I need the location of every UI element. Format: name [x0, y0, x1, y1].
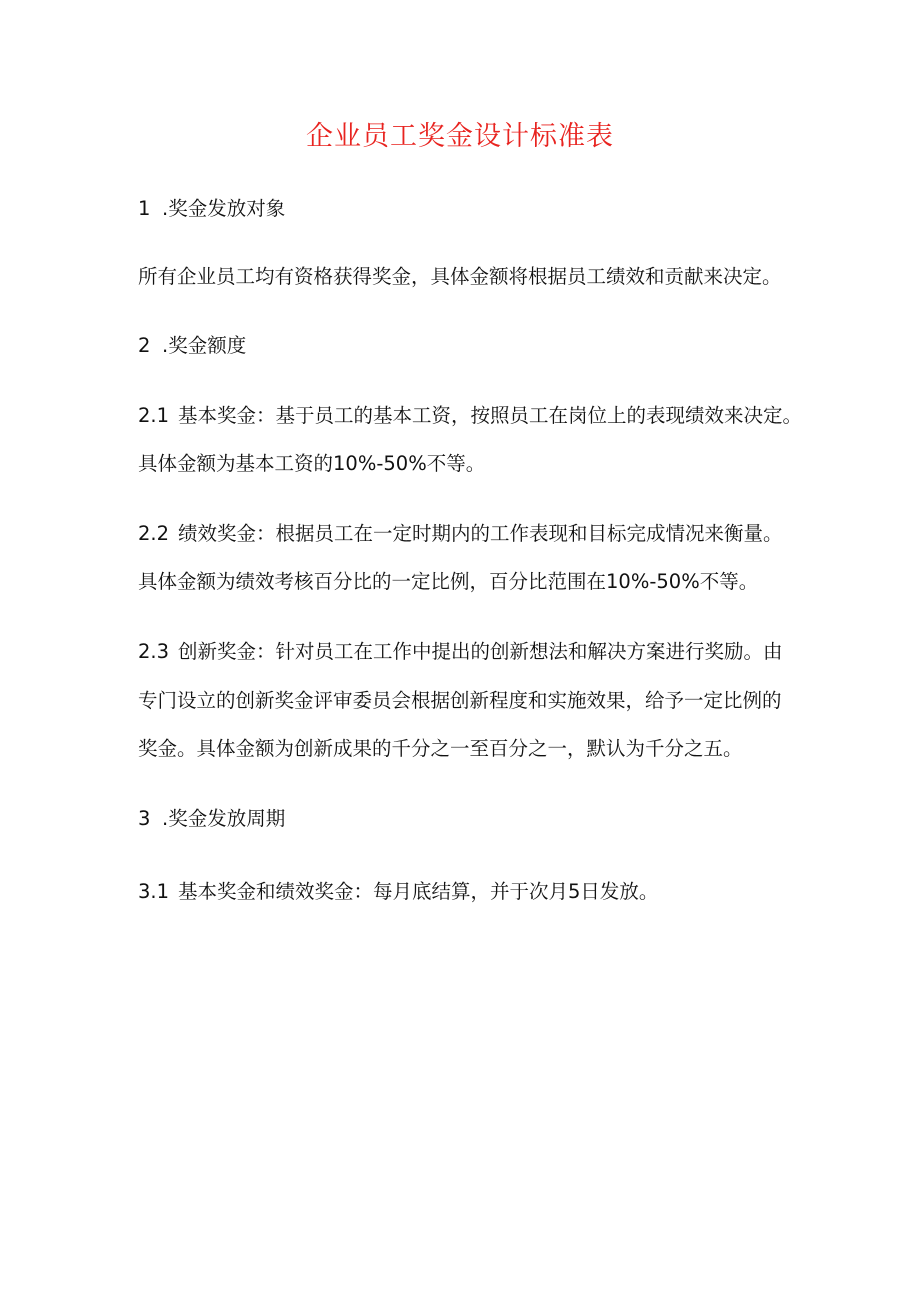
subsection-continuation: 专门设立的创新奖金评审委员会根据创新程度和实施效果，给予一定比例的: [138, 689, 782, 712]
subsection-text: 创新奖金：针对员工在工作中提出的创新想法和解决方案进行奖励。由: [178, 640, 783, 663]
subsection-number: 2.3: [138, 640, 170, 663]
subsection-line: [138, 401, 802, 431]
subsection-continuation: 奖金。具体金额为创新成果的千分之一至百分之一，默认为千分之五。: [138, 737, 743, 760]
paragraph: 所有企业员工均有资格获得奖金，具体金额将根据员工绩效和贡献来决定。: [138, 265, 782, 288]
subsection-text: 绩效奖金：根据员工在一定时期内的工作表现和目标完成情况来衡量。: [178, 522, 783, 545]
document-title: 企业员工奖金设计标准表: [306, 121, 614, 152]
section-heading-text: .奖金额度: [162, 334, 247, 357]
section-heading-text: .奖金发放对象: [162, 197, 286, 220]
subsection-line: [138, 877, 658, 907]
section-number: 1: [138, 197, 151, 220]
section-heading: [138, 331, 246, 361]
subsection-number: 2.1: [138, 404, 170, 427]
subsection-number: 3.1: [138, 880, 170, 903]
subsection-text: 基本奖金和绩效奖金：每月底结算，并于次月5日发放。: [178, 880, 659, 903]
subsection-line: [138, 637, 783, 667]
subsection-continuation: 具体金额为基本工资的10%-50%不等。: [138, 452, 486, 475]
subsection-number: 2.2: [138, 522, 170, 545]
section-heading-text: .奖金发放周期: [162, 807, 286, 830]
section-heading: [138, 804, 285, 834]
section-number: 2: [138, 334, 151, 357]
section-heading: [138, 194, 285, 224]
section-number: 3: [138, 807, 151, 830]
subsection-continuation: 具体金额为绩效考核百分比的一定比例，百分比范围在10%-50%不等。: [138, 570, 759, 593]
subsection-line: [138, 519, 783, 549]
subsection-text: 基本奖金：基于员工的基本工资，按照员工在岗位上的表现绩效来决定。: [178, 404, 803, 427]
